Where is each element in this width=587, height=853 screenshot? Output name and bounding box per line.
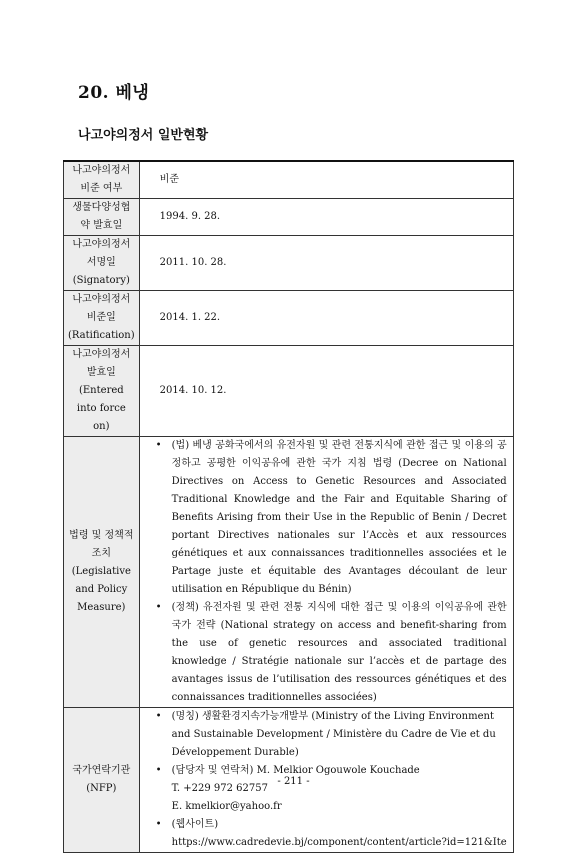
legislation-list [156, 437, 507, 707]
table-row [64, 236, 514, 291]
row-value-cbd-entry: 1994. 9. 28. [139, 199, 513, 236]
row-label-ko: 법령 및 정책적 조치 [69, 530, 134, 559]
nfp-contact-item [156, 762, 507, 816]
row-value-legislation [139, 437, 513, 708]
row-value-ratification-status: 비준 [139, 161, 513, 199]
row-label-en: (Entered into force on) [76, 385, 126, 432]
row-label-entry-into-force [64, 346, 140, 437]
section-title: 20. 베냉 [78, 83, 150, 103]
row-label-en: (Signatory) [72, 275, 130, 286]
row-label-ko: 나고야의정서 서명일 [72, 239, 131, 268]
nfp-website-link[interactable]: https://www.cadredevie.bj/component/content/article?id=121&Ite [171, 837, 507, 848]
nfp-website-label: • (웹사이트) [171, 819, 219, 830]
row-label-en: (Legislative and Policy Measure) [71, 566, 131, 613]
legislation-law-item: • (법) 베냉 공화국에서의 유전자원 및 관련 전통지식에 관한 접근 및 이용의 공정하고 공평한 이익공유에 관한 국가 지침 법령 (Decree on National Directives on Access to Genetic Resources and Associated Traditional Knowledge and the Fair and Equitable Sharing of Benefits Arising from their Use in the Republic of Benin / Decret portant Directives nationales sur l’Accès et aux ressources génétiques et aux connaissances traditionnelles associées et le Partage juste et équitable des Avantages découlant de leur utilisation en République du Bénin) [156, 437, 507, 599]
row-value-signatory: 2011. 10. 28. [139, 236, 513, 291]
row-label-signatory [64, 236, 140, 291]
table-row [64, 291, 514, 346]
row-label-en: (Ratification) [68, 330, 135, 341]
nagoya-info-table [63, 160, 514, 853]
row-label-cbd-entry: 생물다양성협약 발효일 [64, 199, 140, 236]
row-label-ratification [64, 291, 140, 346]
table-row [64, 346, 514, 437]
row-label-ko: 나고야의정서 비준일 [72, 294, 131, 323]
row-label-legislation [64, 437, 140, 708]
nfp-website-item [156, 816, 507, 852]
legislation-policy-item: • (정책) 유전자원 및 관련 전통 지식에 대한 접근 및 이용의 이익공유에 관한 국가 전략 (National strategy on access and benefit-sharing from the use of genetic resources and associated traditional knowledge / Stratégie nationale sur l’accès et de partage des avantages issus de l’utilisation des ressources génétiques et des connaissances traditionnelles associées) [156, 599, 507, 707]
nfp-contact-name: • (담당자 및 연락처) M. Melkior Ogouwole Kouchade [171, 765, 420, 776]
nfp-contact-tel: T. +229 972 62757 [171, 783, 268, 794]
table-row [64, 199, 514, 236]
row-label-ko: 나고야의정서 발효일 [72, 349, 131, 378]
table-subtitle: 나고야의정서 일반현황 [78, 128, 209, 143]
table-row [64, 161, 514, 199]
row-label-nfp: 국가연락기관(NFP) [64, 708, 140, 853]
row-label-ratification-status: 나고야의정서 비준 여부 [64, 161, 140, 199]
nfp-contact-email[interactable]: E. kmelkior@yahoo.fr [171, 801, 282, 812]
nfp-ministry-item: • (명칭) 생활환경지속가능개발부 (Ministry of the Living Environment and Sustainable Development / Ministère du Cadre de Vie et du Développement Durable) [156, 708, 507, 762]
page-number: - 211 - [277, 776, 310, 787]
row-value-entry-into-force: 2014. 10. 12. [139, 346, 513, 437]
row-value-ratification: 2014. 1. 22. [139, 291, 513, 346]
table-row [64, 437, 514, 708]
